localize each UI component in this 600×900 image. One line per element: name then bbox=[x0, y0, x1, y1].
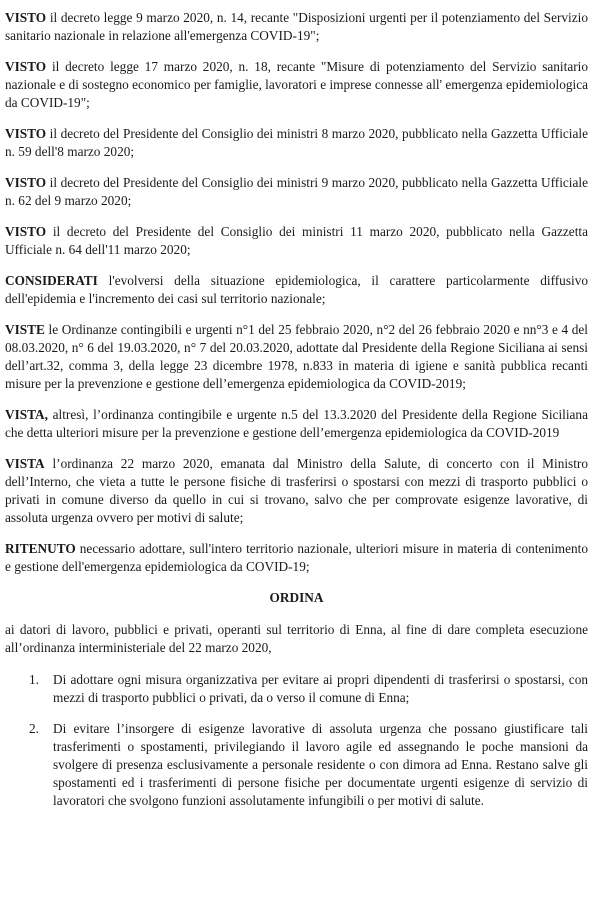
paragraph-text: il decreto legge 17 marzo 2020, n. 18, recante "Misure di potenziamento del Servizio sanitario nazionale e di sostegno economico per famiglie, lavoratori e imprese connesse all' emergenza epidemiologica da COVID-19"; bbox=[5, 59, 588, 110]
paragraph-lead: VISTO bbox=[5, 224, 47, 239]
list-item-number: 1. bbox=[29, 672, 39, 687]
paragraph-viste-ordinanze bbox=[5, 321, 588, 393]
paragraph-lead: VISTA bbox=[5, 456, 45, 471]
section-heading-ordina: ORDINA bbox=[269, 590, 324, 605]
paragraph-visto-dpcm-11-marzo bbox=[5, 223, 588, 259]
paragraph-vista-ordinanza-5 bbox=[5, 406, 588, 442]
paragraph-text: il decreto legge 9 marzo 2020, n. 14, recante "Disposizioni urgenti per il potenziamento del Servizio sanitario nazionale in relazione all'emergenza COVID-19"; bbox=[5, 10, 588, 43]
paragraph-visto-dl-18 bbox=[5, 58, 588, 112]
paragraph-lead: VISTO bbox=[5, 126, 47, 141]
ordina-list bbox=[5, 671, 588, 810]
list-item-text: Di evitare l’insorgere di esigenze lavorative di assoluta urgenza che possano giustificare tali trasferimenti o spostamenti, privilegiando il lavoro agile ed assegnando le poche mansioni da svolgere di presenza esclusivamente a personale residente o con dimora ad Enna. Restano salve gli spostamenti ed i trasferimenti di persone fisiche per documentate urgenti esigenze di servizio di lavoratori che svolgono funzioni assolutamente infungibili o per motivi di salute. bbox=[53, 721, 588, 808]
paragraph-text: necessario adottare, sull'intero territorio nazionale, ulteriori misure in materia di contenimento e gestione dell'emergenza epidemiologica da COVID-19; bbox=[5, 541, 588, 574]
paragraph-text: l’ordinanza 22 marzo 2020, emanata dal Ministro della Salute, di concerto con il Ministro dell’Interno, che vieta a tutte le persone fisiche di trasferirsi o spostarsi con mezzi di trasporto pubblici o privati in comune diverso da quello in cui si trovano, salvo che per comprovate esigenze lavorative, di assoluta urgenza ovvero per motivi di salute; bbox=[5, 456, 588, 525]
list-item bbox=[5, 671, 588, 707]
paragraph-vista-ordinanza-22-marzo bbox=[5, 455, 588, 527]
paragraph-visto-dpcm-8-marzo bbox=[5, 125, 588, 161]
paragraph-visto-dpcm-9-marzo bbox=[5, 174, 588, 210]
ordina-intro: ai datori di lavoro, pubblici e privati, operanti sul territorio di Enna, al fine di dare completa esecuzione all’ordinanza interministeriale del 22 marzo 2020, bbox=[5, 622, 588, 655]
paragraph-lead: VISTE bbox=[5, 322, 45, 337]
paragraph-ritenuto bbox=[5, 540, 588, 576]
paragraph-lead: VISTA, bbox=[5, 407, 48, 422]
paragraph-text: il decreto del Presidente del Consiglio dei ministri 9 marzo 2020, pubblicato nella Gazzetta Ufficiale n. 62 del 9 marzo 2020; bbox=[5, 175, 588, 208]
document-page bbox=[5, 9, 588, 823]
paragraph-lead: VISTO bbox=[5, 175, 47, 190]
paragraph-text: il decreto del Presidente del Consiglio dei ministri 8 marzo 2020, pubblicato nella Gazzetta Ufficiale n. 59 dell'8 marzo 2020; bbox=[5, 126, 588, 159]
paragraph-lead: VISTO bbox=[5, 59, 47, 74]
paragraph-text: altresì, l’ordinanza contingibile e urgente n.5 del 13.3.2020 del Presidente della Regione Siciliana che detta ulteriori misure per la prevenzione e gestione dell’emergenza epidemiologica da COVID-2019 bbox=[5, 407, 588, 440]
paragraph-text: l'evolversi della situazione epidemiologica, il carattere particolarmente diffusivo dell'epidemia e l'incremento dei casi sul territorio nazionale; bbox=[5, 273, 588, 306]
paragraph-considerati bbox=[5, 272, 588, 308]
list-item-text: Di adottare ogni misura organizzativa per evitare ai propri dipendenti di trasferirsi o spostarsi, con mezzi di trasporto pubblici o privati, da o verso il comune di Enna; bbox=[53, 672, 588, 705]
paragraph-lead: VISTO bbox=[5, 10, 47, 25]
paragraph-lead: CONSIDERATI bbox=[5, 273, 98, 288]
paragraph-visto-dl-14 bbox=[5, 9, 588, 45]
list-item-number: 2. bbox=[29, 721, 39, 736]
list-item bbox=[5, 720, 588, 810]
paragraph-text: le Ordinanze contingibili e urgenti n°1 del 25 febbraio 2020, n°2 del 26 febbraio 2020 e nn°3 e 4 del 08.03.2020, n° 6 del 19.03.2020, n° 7 del 20.03.2020, adottate dal Presidente della Regione Siciliana ai sensi dell’art.32, comma 3, della legge 23 dicembre 1978, n.833 in materia di igiene e sanità pubblica recanti misure per la prevenzione e gestione dell’emergenza epidemiologica da COVID-2019; bbox=[5, 322, 588, 391]
paragraph-lead: RITENUTO bbox=[5, 541, 76, 556]
paragraph-text: il decreto del Presidente del Consiglio dei ministri 11 marzo 2020, pubblicato nella Gazzetta Ufficiale n. 64 dell'11 marzo 2020; bbox=[5, 224, 588, 257]
